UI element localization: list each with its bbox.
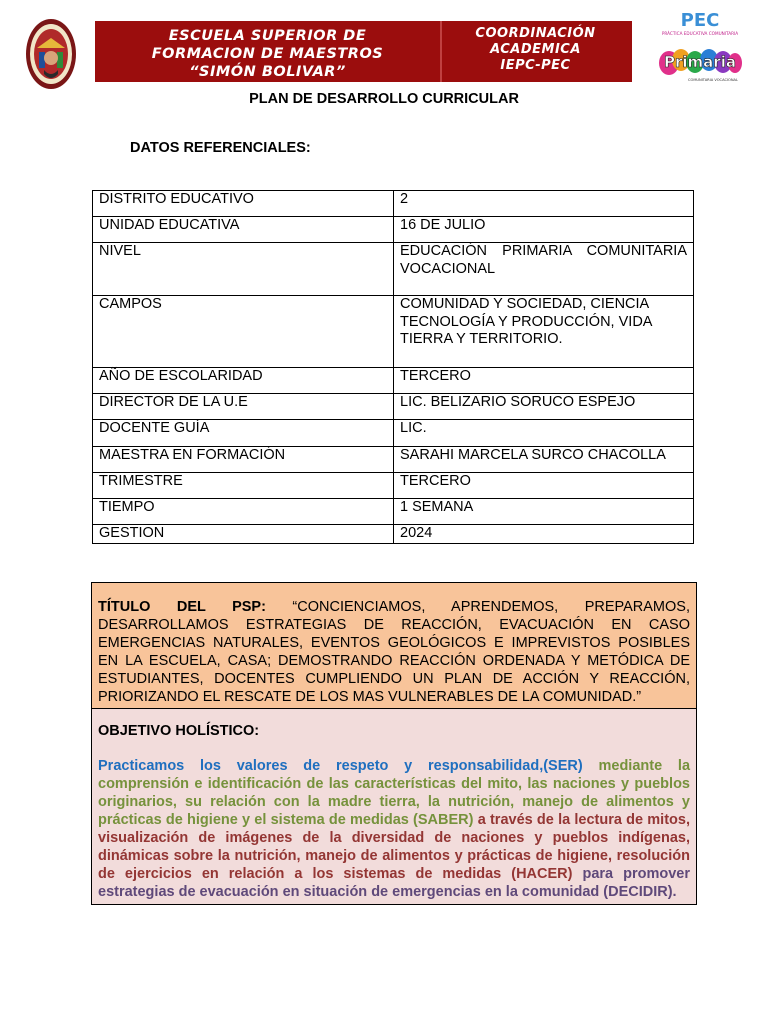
table-row (93, 525, 694, 544)
row-label: AÑO DE ESCOLARIDAD (93, 368, 394, 394)
row-label: MAESTRA EN FORMACIÓN (93, 447, 394, 473)
coordination-name: COORDINACIÓN ACADEMICA IEPC-PEC (475, 26, 596, 73)
pec-text: PEC (680, 10, 720, 31)
section-title: DATOS REFERENCIALES: (130, 140, 311, 156)
primaria-text: Primaria (664, 53, 736, 71)
table-row (93, 447, 694, 473)
table-row (93, 394, 694, 420)
row-label: GESTION (93, 525, 394, 544)
banner-divider (440, 21, 442, 82)
reference-data-table (92, 190, 694, 544)
row-label: NIVEL (93, 243, 394, 296)
row-value: 16 DE JULIO (394, 217, 694, 243)
row-label: CAMPOS (93, 296, 394, 368)
objective-text (98, 757, 690, 901)
holistic-objective-section (92, 709, 696, 904)
row-value: 2024 (394, 525, 694, 544)
row-value: 2 (394, 191, 694, 217)
row-label: DIRECTOR DE LA U.E (93, 394, 394, 420)
school-seal-logo (25, 18, 77, 90)
row-value: LIC. (394, 420, 694, 447)
row-value: COMUNIDAD Y SOCIEDAD, CIENCIA TECNOLOGÍA Y PRODUCCIÓN, VIDA TIERRA Y TERRITORIO. (394, 296, 694, 368)
table-row (93, 499, 694, 525)
pec-subtitle: PRÁCTICA EDUCATIVA COMUNITARIA (661, 31, 739, 36)
institution-name: ESCUELA SUPERIOR DE FORMACION DE MAESTROS “SIMÓN BOLIVAR” (151, 28, 384, 80)
row-label: TIEMPO (93, 499, 394, 525)
row-value: EDUCACIÓN PRIMARIA COMUNITARIA VOCACIONAL (394, 243, 694, 296)
row-label: UNIDAD EDUCATIVA (93, 217, 394, 243)
table-row (93, 368, 694, 394)
psp-label: TÍTULO DEL PSP: (98, 599, 266, 615)
table-row (93, 243, 694, 296)
psp-box (91, 582, 697, 905)
row-value: SARAHI MARCELA SURCO CHACOLLA (394, 447, 694, 473)
row-value: TERCERO (394, 473, 694, 499)
table-row (93, 420, 694, 447)
row-value: LIC. BELIZARIO SORUCO ESPEJO (394, 394, 694, 420)
row-label: DISTRITO EDUCATIVO (93, 191, 394, 217)
table-row (93, 217, 694, 243)
header-banner (95, 21, 632, 82)
objective-saber: mediante la comprensión e identificación de las características del mito, las naciones y pueblos originarios, su relación con la madre tierra, la nutrición, manejo de alimentos y prácticas de higiene y el sistema de medidas (SABER) (98, 758, 691, 828)
objective-decidir: para promover estrategias de evacuación en situación de emergencias en la comunidad (DECIDIR). (98, 866, 690, 900)
row-label: TRIMESTRE (93, 473, 394, 499)
objective-ser: Practicamos los valores de respeto y responsabilidad,(SER) (98, 758, 599, 774)
psp-title-section (92, 583, 696, 709)
psp-text: “CONCIENCIAMOS, APRENDEMOS, PREPARAMOS, DESARROLLAMOS ESTRATEGIAS DE REACCIÓN, EVACUACIÓN EN CASO EMERGENCIAS NATURALES, EVENTOS GEOLÓGICOS E IMPREVISTOS POSIBLES EN LA ESCUELA, CASA; DEMOSTRANDO REACCIÓN ORDENADA Y METÓDICA DE ESTUDIANTES, DOCENTES CUMPLIENDO UN PLAN DE ACCIÓN Y REACCIÓN, PRIORIZANDO EL RESCATE DE LOS MAS VULNERABLES DE LA COMUNIDAD.” (98, 599, 690, 705)
document-title: PLAN DE DESARROLLO CURRICULAR (249, 91, 519, 107)
table-row (93, 296, 694, 368)
row-label: DOCENTE GUÍA (93, 420, 394, 447)
table-row (93, 473, 694, 499)
primaria-subtitle: COMUNITARIA VOCACIONAL (687, 78, 739, 82)
objective-label: OBJETIVO HOLÍSTICO: (98, 723, 260, 739)
row-value: 1 SEMANA (394, 499, 694, 525)
objective-hacer: a través de la lectura de mitos, visualización de imágenes de la diversidad de naciones y pueblos indígenas, dinámicas sobre la nutrición, manejo de alimentos y prácticas de higiene, resolución de ejercicios en relación a los sistemas de medidas (HACER) (98, 812, 690, 882)
row-value: TERCERO (394, 368, 694, 394)
table-row (93, 191, 694, 217)
pec-primaria-logo (655, 8, 745, 86)
